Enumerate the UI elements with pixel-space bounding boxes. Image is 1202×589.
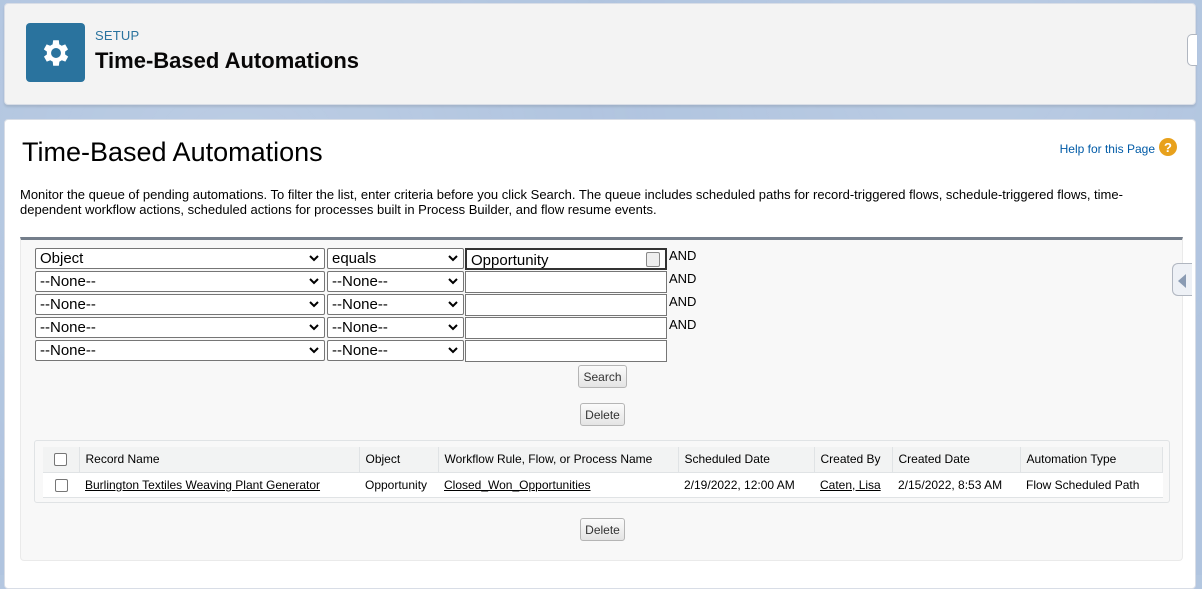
row-select-cell (43, 472, 79, 497)
chevron-down-icon (308, 297, 320, 311)
setup-gear-icon-tile (26, 23, 85, 82)
header-title: Time-Based Automations (95, 48, 360, 73)
select-all-checkbox[interactable] (54, 453, 67, 466)
filter-operator-select-1[interactable] (327, 248, 464, 269)
side-panel-toggle[interactable] (1172, 263, 1192, 296)
delete-button-top[interactable]: Delete (580, 403, 625, 426)
and-connector: AND (669, 271, 697, 286)
chevron-left-icon (1178, 274, 1186, 288)
lookup-icon[interactable] (646, 252, 660, 267)
breadcrumb-setup: SETUP (95, 28, 140, 43)
filter-value-input-1[interactable] (465, 248, 667, 270)
and-connector: AND (669, 294, 697, 309)
workflow-link[interactable]: Closed_Won_Opportunities (444, 477, 591, 492)
filter-value-input-4[interactable] (465, 317, 667, 339)
filter-field-select-5[interactable] (35, 340, 325, 361)
filter-operator-select-3[interactable] (327, 294, 464, 315)
filter-field-value: --None-- (40, 273, 96, 290)
filter-field-value: --None-- (40, 296, 96, 313)
created-by-cell (814, 472, 892, 497)
chevron-down-icon (308, 251, 320, 265)
record-name-cell (79, 472, 359, 497)
column-header-record-name[interactable]: Record Name (79, 447, 359, 472)
chevron-down-icon (447, 320, 459, 334)
filter-field-value: --None-- (40, 342, 96, 359)
results-table (43, 447, 1163, 498)
filter-field-select-4[interactable] (35, 317, 325, 338)
page-description: Monitor the queue of pending automations. To filter the list, enter criteria before you click Search. The queue includes scheduled paths for record-triggered flows, schedule-triggered flows, time-dependent workflow actions, scheduled actions for processes built in Process Builder, and flow resume events. (20, 187, 1123, 217)
row-checkbox[interactable] (55, 479, 68, 492)
filter-field-value: Object (40, 250, 84, 267)
search-button[interactable]: Search (578, 365, 627, 388)
automation-type-cell: Flow Scheduled Path (1020, 472, 1163, 497)
and-connector: AND (669, 317, 697, 332)
filter-operator-value: --None-- (332, 296, 388, 313)
page-header (4, 3, 1196, 105)
record-name-link[interactable]: Burlington Textiles Weaving Plant Generator (85, 477, 321, 492)
filter-value-input-2[interactable] (465, 271, 667, 293)
select-all-header (43, 447, 79, 472)
filter-field-select-2[interactable] (35, 271, 325, 292)
filter-field-value: --None-- (40, 319, 96, 336)
filter-value-input-3[interactable] (465, 294, 667, 316)
main-content (4, 119, 1196, 589)
chevron-down-icon (308, 274, 320, 288)
created-date-cell: 2/15/2022, 8:53 AM (892, 472, 1020, 497)
table-row (43, 472, 1163, 497)
column-header-scheduled-date[interactable]: Scheduled Date (678, 447, 814, 472)
table-header-row (43, 447, 1163, 472)
chevron-down-icon (308, 320, 320, 334)
edge-handle[interactable] (1187, 34, 1197, 66)
gear-icon (39, 36, 73, 70)
filter-field-select-3[interactable] (35, 294, 325, 315)
object-cell: Opportunity (359, 472, 438, 497)
scheduled-date-cell: 2/19/2022, 12:00 AM (678, 472, 814, 497)
chevron-down-icon (447, 274, 459, 288)
help-icon[interactable]: ? (1159, 138, 1177, 156)
filter-panel (20, 237, 1183, 561)
filter-operator-value: --None-- (332, 319, 388, 336)
column-header-workflow[interactable]: Workflow Rule, Flow, or Process Name (438, 447, 678, 472)
chevron-down-icon (308, 343, 320, 357)
filter-operator-select-5[interactable] (327, 340, 464, 361)
page-title: Time-Based Automations (22, 137, 323, 167)
column-header-created-by[interactable]: Created By (814, 447, 892, 472)
filter-value-text: Opportunity (471, 252, 549, 269)
filter-operator-value: --None-- (332, 342, 388, 359)
filter-operator-value: equals (332, 250, 377, 267)
filter-operator-value: --None-- (332, 273, 388, 290)
chevron-down-icon (447, 297, 459, 311)
workflow-cell (438, 472, 678, 497)
and-connector: AND (669, 248, 697, 263)
chevron-down-icon (447, 251, 459, 265)
results-table-container (34, 440, 1170, 503)
created-by-link[interactable]: Caten, Lisa (820, 477, 881, 492)
filter-operator-select-4[interactable] (327, 317, 464, 338)
delete-button-bottom[interactable]: Delete (580, 518, 625, 541)
filter-field-select-1[interactable] (35, 248, 325, 269)
filter-value-input-5[interactable] (465, 340, 667, 362)
chevron-down-icon (447, 343, 459, 357)
column-header-object[interactable]: Object (359, 447, 438, 472)
help-for-this-page-link[interactable]: Help for this Page (1059, 142, 1155, 156)
filter-operator-select-2[interactable] (327, 271, 464, 292)
column-header-created-date[interactable]: Created Date (892, 447, 1020, 472)
column-header-automation-type[interactable]: Automation Type (1020, 447, 1163, 472)
